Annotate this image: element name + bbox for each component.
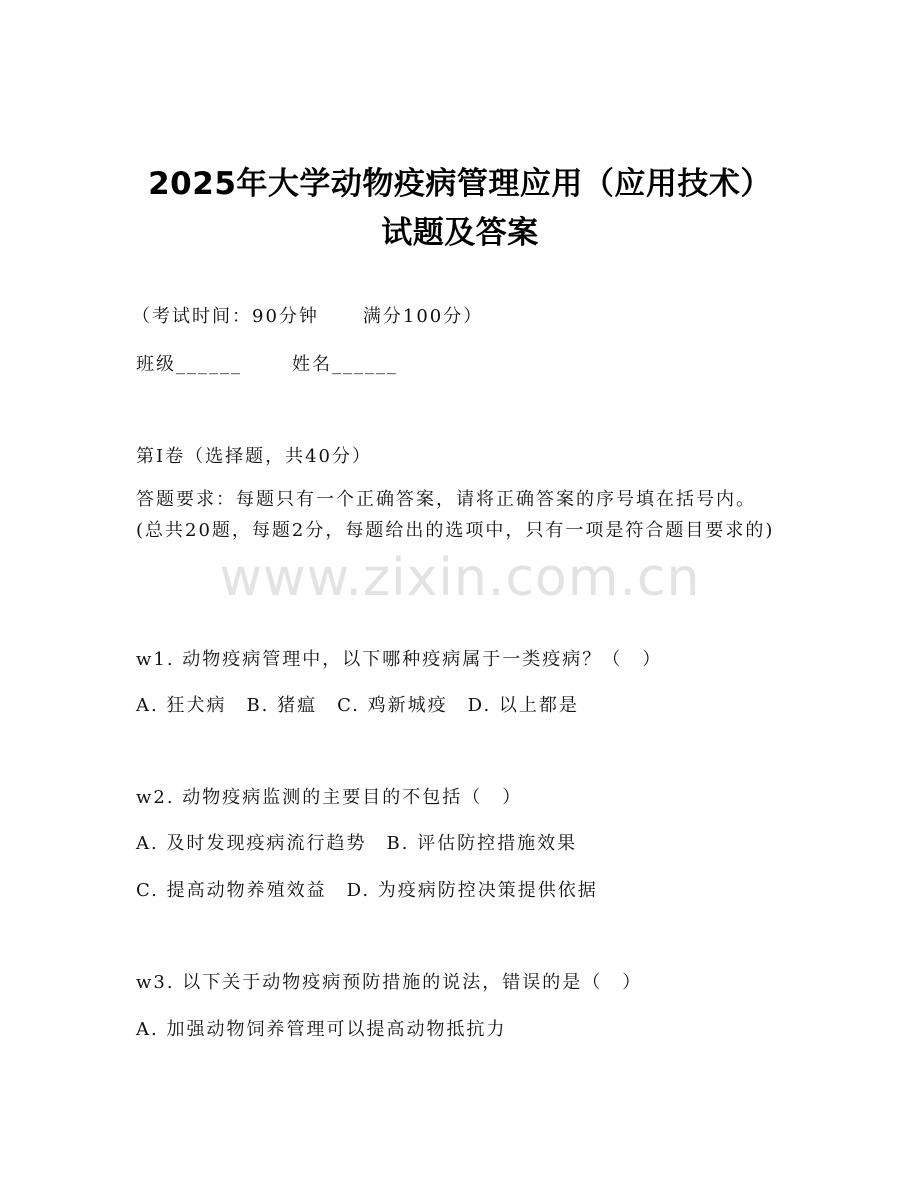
name-field: 姓名______	[292, 354, 398, 375]
exam-full-score: 满分100分）	[362, 306, 484, 327]
class-field: 班级______	[136, 354, 242, 375]
question-3-options-row1: A. 加强动物饲养管理可以提高动物抵抗力	[136, 1019, 507, 1040]
section-heading: 第Ⅰ卷（选择题，共40分）	[136, 446, 373, 467]
question-3-stem: w3. 以下关于动物疫病预防措施的说法，错误的是（ ）	[136, 972, 643, 993]
exam-info	[132, 302, 483, 328]
exam-time: （考试时间：90分钟	[132, 306, 319, 327]
student-fields	[136, 350, 398, 376]
document-title-line2: 试题及答案	[381, 215, 539, 251]
question-1-stem: w1. 动物疫病管理中，以下哪种疫病属于一类疫病？（ ）	[136, 649, 663, 670]
document-title-line1: 2025年大学动物疫病管理应用（应用技术）	[148, 166, 772, 202]
question-2-options-row2: C. 提高动物养殖效益 D. 为疫病防控决策提供依据	[136, 880, 598, 901]
question-2-stem: w2. 动物疫病监测的主要目的不包括（ ）	[136, 787, 523, 808]
answer-instructions: 答题要求：每题只有一个正确答案，请将正确答案的序号填在括号内。(总共20题，每题2分，每题给出的选项中，只有一项是符合题目要求的)	[136, 489, 775, 541]
watermark: www.zixin.com.cn	[219, 548, 701, 608]
question-1-options: A. 狂犬病 B. 猪瘟 C. 鸡新城疫 D. 以上都是	[136, 695, 579, 716]
question-2-options-row1: A. 及时发现疫病流行趋势 B. 评估防控措施效果	[136, 833, 578, 854]
